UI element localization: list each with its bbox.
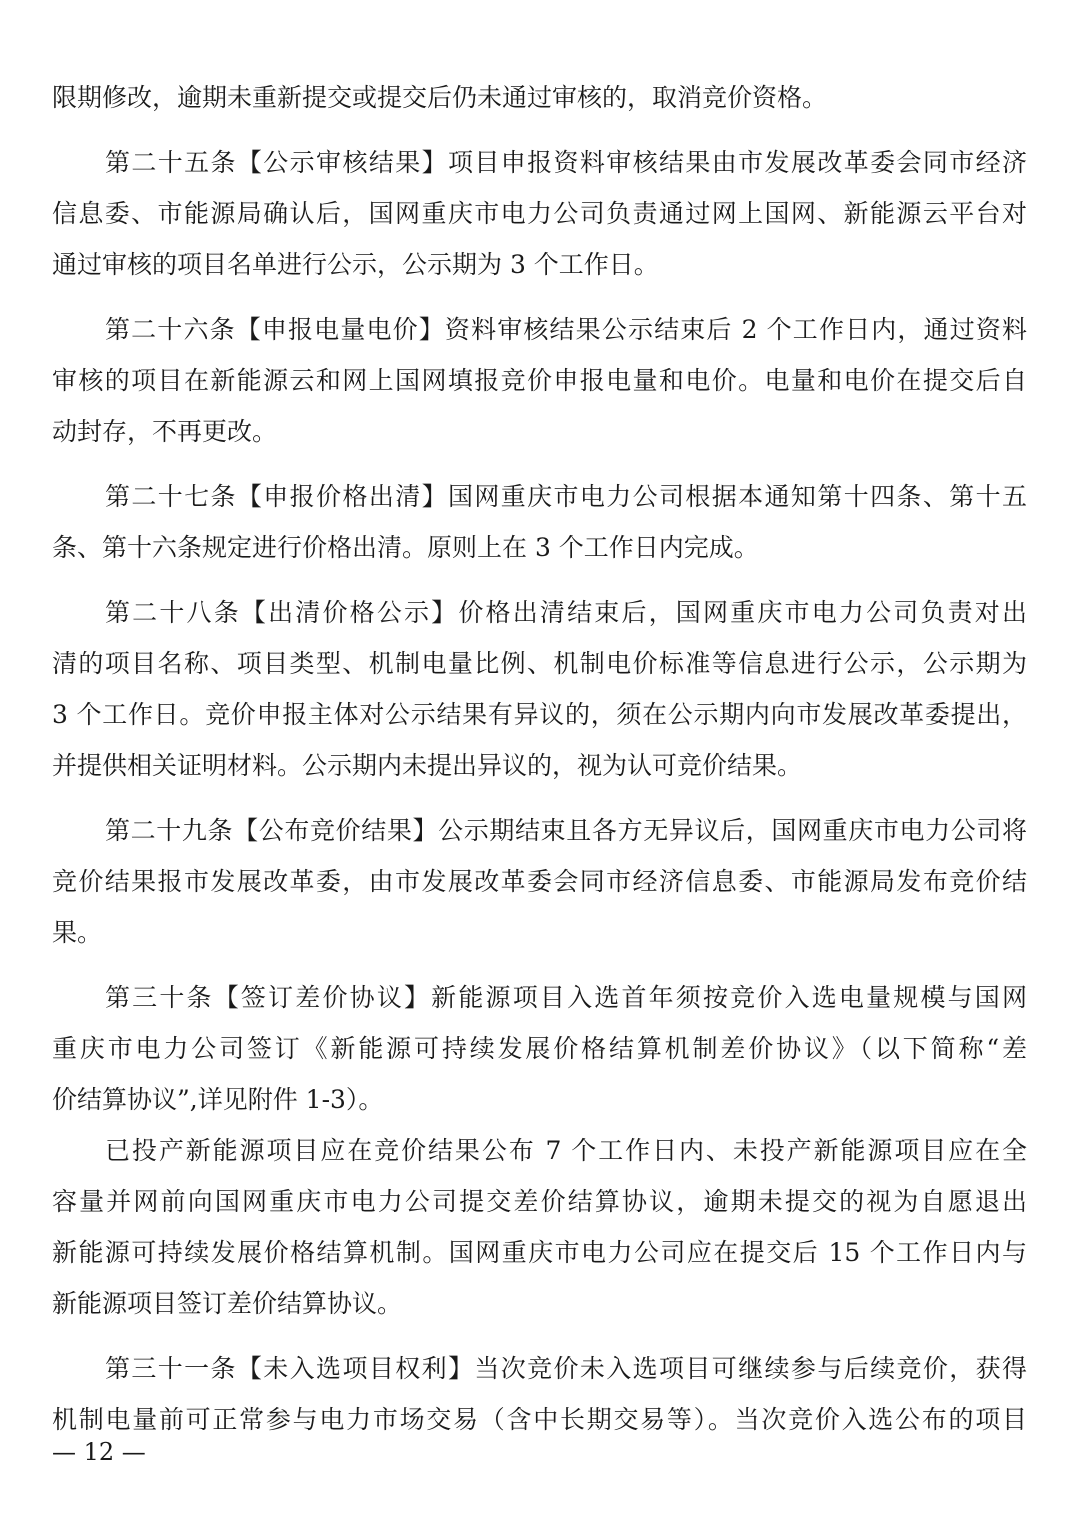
text-line: 第二十九条【公布竞价结果】公示期结束且各方无异议后，国网重庆市电力公司将: [105, 816, 1027, 845]
text-line: 已投产新能源项目应在竞价结果公布 7 个工作日内、未投产新能源项目应在全: [105, 1136, 1027, 1165]
text-line: 第二十七条【申报价格出清】国网重庆市电力公司根据本通知第十四条、第十五: [105, 482, 1027, 511]
text-line: 容量并网前向国网重庆市电力公司提交差价结算协议，逾期未提交的视为自愿退出: [52, 1187, 1027, 1216]
paragraph: [52, 471, 1027, 573]
text-line: 重庆市电力公司签订《新能源可持续发展价格结算机制差价协议》（以下简称“差: [52, 1034, 1027, 1063]
text-line: 通过审核的项目名单进行公示，公示期为 3 个工作日。: [52, 250, 659, 279]
document-body: [52, 72, 1027, 1445]
text-line: 第二十五条【公示审核结果】项目申报资料审核结果由市发展改革委会同市经济: [105, 148, 1027, 177]
paragraph: [52, 72, 1027, 123]
text-line: 信息委、市能源局确认后，国网重庆市电力公司负责通过网上国网、新能源云平台对: [52, 199, 1027, 228]
text-line: 条、第十六条规定进行价格出清。原则上在 3 个工作日内完成。: [52, 533, 759, 562]
text-line: 果。: [52, 918, 103, 947]
paragraph: [52, 1125, 1027, 1329]
paragraph: [52, 972, 1027, 1125]
text-line: 第三十一条【未入选项目权利】当次竞价未入选项目可继续参与后续竞价，获得: [105, 1354, 1027, 1383]
text-line: 新能源可持续发展价格结算机制。国网重庆市电力公司应在提交后 15 个工作日内与: [52, 1238, 1027, 1267]
text-line: 第二十八条【出清价格公示】价格出清结束后，国网重庆市电力公司负责对出: [105, 598, 1027, 627]
paragraph: [52, 587, 1027, 791]
paragraph: [52, 805, 1027, 958]
text-line: 竞价结果报市发展改革委，由市发展改革委会同市经济信息委、市能源局发布竞价结: [52, 867, 1027, 896]
text-line: 机制电量前可正常参与电力市场交易（含中长期交易等）。当次竞价入选公布的项目: [52, 1405, 1027, 1434]
text-line: 新能源项目签订差价结算协议。: [52, 1289, 403, 1318]
text-line: 价结算协议”,详见附件 1-3）。: [52, 1085, 384, 1114]
text-line: 动封存，不再更改。: [52, 417, 278, 446]
paragraph: [52, 137, 1027, 290]
text-line: 3 个工作日。竞价申报主体对公示结果有异议的，须在公示期内向市发展改革委提出，: [52, 700, 1027, 729]
text-line: 清的项目名称、项目类型、机制电量比例、机制电价标准等信息进行公示，公示期为: [52, 649, 1027, 678]
page-number: — 12 —: [52, 1438, 146, 1466]
text-line: 第二十六条【申报电量电价】资料审核结果公示结束后 2 个工作日内，通过资料: [105, 315, 1027, 344]
text-line: 审核的项目在新能源云和网上国网填报竞价申报电量和电价。电量和电价在提交后自: [52, 366, 1027, 395]
paragraph: [52, 304, 1027, 457]
paragraph: [52, 1343, 1027, 1445]
text-line: 限期修改，逾期未重新提交或提交后仍未通过审核的，取消竞价资格。: [52, 83, 828, 112]
text-line: 并提供相关证明材料。公示期内未提出异议的，视为认可竞价结果。: [52, 751, 803, 780]
text-line: 第三十条【签订差价协议】新能源项目入选首年须按竞价入选电量规模与国网: [105, 983, 1027, 1012]
